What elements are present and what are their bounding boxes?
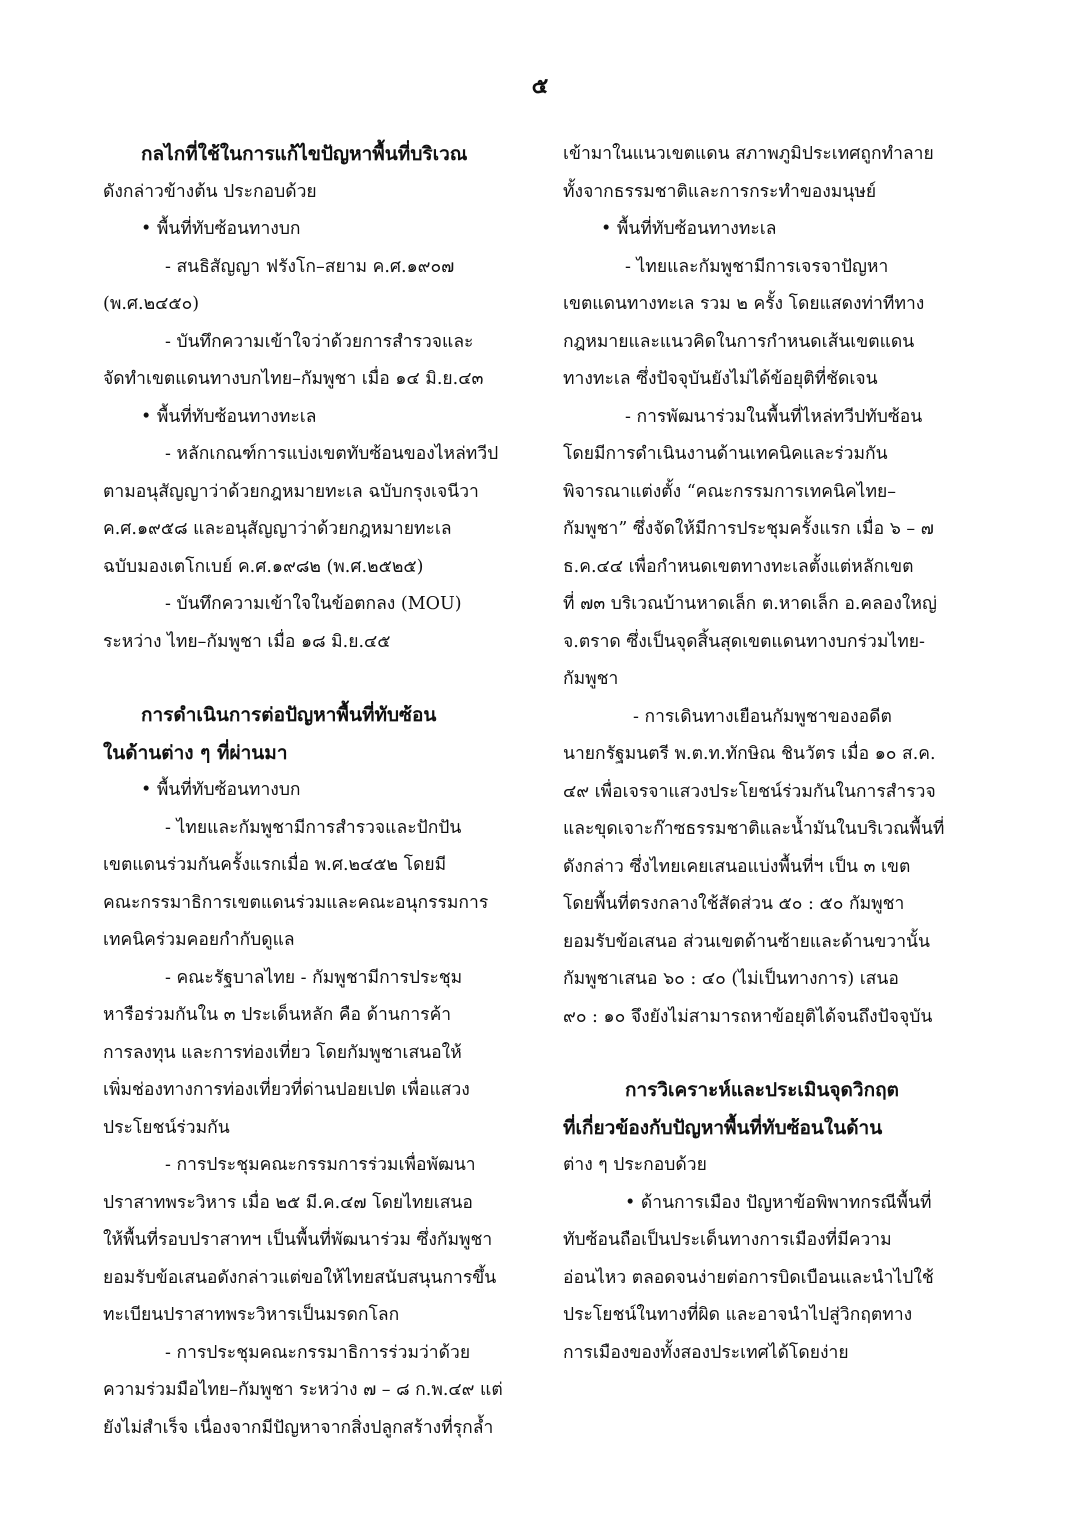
text-line: หารือร่วมกันใน ๓ ประเด็นหลัก คือ ด้านการค้า bbox=[103, 1005, 452, 1025]
text-line: ตามอนุสัญญาว่าด้วยกฎหมายทะเล ฉบับกรุงเจนีวา bbox=[103, 481, 479, 502]
text-line: กัมพูชาเสนอ ๖๐ : ๔๐ (ไม่เป็นทางการ) เสนอ bbox=[563, 969, 899, 989]
text-line: ทะเบียนปราสาทพระวิหารเป็นมรดกโลก bbox=[103, 1305, 400, 1325]
bullet-item: • พื้นที่ทับซ้อนทางทะเล bbox=[601, 219, 777, 239]
text-line: ปราสาทพระวิหาร เมื่อ ๒๕ มี.ค.๔๗ โดยไทยเสนอ bbox=[103, 1192, 473, 1213]
text-line: กัมพูชา bbox=[563, 669, 619, 689]
text-line: ธ.ค.๔๔ เพื่อกำหนดเขตทางทะเลตั้งแต่หลักเขต bbox=[563, 556, 914, 577]
text-line: ๔๙ เพื่อเจรจาแสวงประโยชน์ร่วมกันในการสำรวจ bbox=[563, 781, 936, 802]
text-line: นายกรัฐมนตรี พ.ต.ท.ทักษิณ ชินวัตร เมื่อ ๑๐ ส.ค. bbox=[563, 744, 936, 764]
text-line: ๙๐ : ๑๐ จึงยังไม่สามารถหาข้อยุติได้จนถึงปัจจุบัน bbox=[563, 1006, 933, 1027]
text-line: ต่าง ๆ ประกอบด้วย bbox=[563, 1155, 707, 1175]
bullet-item: • พื้นที่ทับซ้อนทางบก bbox=[141, 780, 301, 800]
sub-item: - หลักเกณฑ์การแบ่งเขตทับซ้อนของไหล่ทวีป bbox=[165, 444, 499, 464]
text-line: เพิ่มช่องทางการท่องเที่ยวที่ด่านปอยเปต เพื่อแสวง bbox=[103, 1080, 470, 1100]
section-heading: การดำเนินการต่อปัญหาพื้นที่ทับซ้อน bbox=[141, 704, 437, 726]
text-line: ฉบับมองเตโกเบย์ ค.ศ.๑๙๘๒ (พ.ศ.๒๕๒๕) bbox=[103, 556, 424, 577]
sub-item: - คณะรัฐบาลไทย - กัมพูชามีการประชุม bbox=[165, 967, 463, 988]
text-line: ให้พื้นที่รอบปราสาทฯ เป็นพื้นที่พัฒนาร่วม ซึ่งกัมพูชา bbox=[103, 1230, 493, 1250]
text-line: ทางทะเล ซึ่งปัจจุบันยังไม่ได้ข้อยุติที่ชัดเจน bbox=[563, 369, 878, 389]
text-line: คณะกรรมาธิการเขตแดนร่วมและคณะอนุกรรมการ bbox=[103, 892, 489, 913]
sub-item: - การเดินทางเยือนกัมพูชาของอดีต bbox=[633, 706, 892, 727]
text-line: ประโยชน์ในทางที่ผิด และอาจนำไปสู่วิกฤตทาง bbox=[563, 1305, 913, 1325]
text-line: ระหว่าง ไทย–กัมพูชา เมื่อ ๑๘ มิ.ย.๔๕ bbox=[103, 631, 391, 652]
text-line: การเมืองของทั้งสองประเทศได้โดยง่าย bbox=[563, 1342, 849, 1363]
sub-item: - การประชุมคณะกรรมการร่วมเพื่อพัฒนา bbox=[165, 1155, 476, 1175]
text-line: จัดทำเขตแดนทางบกไทย–กัมพูชา เมื่อ ๑๔ มิ.ย.๔๓ bbox=[103, 369, 484, 389]
text-line: ค.ศ.๑๙๕๘ และอนุสัญญาว่าด้วยกฎหมายทะเล bbox=[103, 519, 452, 539]
text-line: การลงทุน และการท่องเที่ยว โดยกัมพูชาเสนอให้ bbox=[103, 1042, 462, 1063]
text-line: ความร่วมมือไทย–กัมพูชา ระหว่าง ๗ – ๘ ก.พ.๔๙ แต่ bbox=[103, 1380, 503, 1400]
text-line: จ.ตราด ซึ่งเป็นจุดสิ้นสุดเขตแดนทางบกร่วมไทย- bbox=[563, 631, 925, 652]
section-heading-cont: ที่เกี่ยวข้องกับปัญหาพื้นที่ทับซ้อนในด้าน bbox=[563, 1116, 883, 1139]
text-line: ทั้งจากธรรมชาติและการกระทำของมนุษย์ bbox=[563, 181, 877, 202]
text-line: ยอมรับข้อเสนอดังกล่าวแต่ขอให้ไทยสนับสนุนการขึ้น bbox=[103, 1267, 497, 1288]
bullet-item: • พื้นที่ทับซ้อนทางบก bbox=[141, 219, 301, 239]
sub-item: - สนธิสัญญา ฟรังโก–สยาม ค.ศ.๑๙๐๗ bbox=[165, 256, 455, 277]
text-line: เข้ามาในแนวเขตแดน สภาพภูมิประเทศถูกทำลาย bbox=[563, 144, 934, 164]
bullet-item: • ด้านการเมือง ปัญหาข้อพิพาทกรณีพื้นที่ bbox=[625, 1192, 932, 1213]
sub-item: - การพัฒนาร่วมในพื้นที่ไหล่ทวีปทับซ้อน bbox=[625, 406, 923, 427]
section-heading-cont: ในด้านต่าง ๆ ที่ผ่านมา bbox=[103, 741, 288, 764]
text-line: ดังกล่าว ซึ่งไทยเคยเสนอแบ่งพื้นที่ฯ เป็น ๓ เขต bbox=[563, 856, 911, 877]
text-line: ประโยชน์ร่วมกัน bbox=[103, 1117, 230, 1138]
left-column bbox=[103, 136, 521, 1447]
text-line: อ่อนไหว ตลอดจนง่ายต่อการบิดเบือนและนำไปใช้ bbox=[563, 1267, 934, 1288]
text-line: เทคนิคร่วมคอยกำกับดูแล bbox=[103, 930, 295, 950]
sub-item: - บันทึกความเข้าใจในข้อตกลง (MOU) bbox=[165, 594, 462, 614]
text-line: ยังไม่สำเร็จ เนื่องจากมีปัญหาจากสิ่งปลูกสร้างที่รุกล้ำ bbox=[103, 1417, 494, 1438]
text-line: กฎหมายและแนวคิดในการกำหนดเส้นเขตแดน bbox=[563, 331, 915, 352]
text-line: ทับซ้อนถือเป็นประเด็นทางการเมืองที่มีความ bbox=[563, 1230, 892, 1250]
sub-item: - บันทึกความเข้าใจว่าด้วยการสำรวจและ bbox=[165, 331, 474, 352]
section-heading: การวิเคราะห์และประเมินจุดวิกฤต bbox=[625, 1079, 899, 1101]
text-line: โดยมีการดำเนินงานด้านเทคนิคและร่วมกัน bbox=[563, 444, 888, 464]
bullet-item: • พื้นที่ทับซ้อนทางทะเล bbox=[141, 406, 317, 427]
text-line: ยอมรับข้อเสนอ ส่วนเขตด้านซ้ายและด้านขวานั้น bbox=[563, 931, 930, 952]
text-line: เขตแดนทางทะเล รวม ๒ ครั้ง โดยแสดงท่าทีทาง bbox=[563, 294, 925, 314]
text-line: (พ.ศ.๒๔๕๐) bbox=[103, 294, 200, 314]
text-line: พิจารณาแต่งตั้ง “คณะกรรมการเทคนิคไทย– bbox=[563, 481, 897, 502]
right-column bbox=[563, 136, 968, 1372]
sub-item: - การประชุมคณะกรรมาธิการร่วมว่าด้วย bbox=[165, 1342, 471, 1363]
section-heading: กลไกที่ใช้ในการแก้ไขปัญหาพื้นที่บริเวณ bbox=[141, 143, 468, 165]
text-line: และขุดเจาะก๊าซธรรมชาติและน้ำมันในบริเวณพื้นที่ bbox=[563, 819, 945, 839]
sub-item: - ไทยและกัมพูชามีการสำรวจและปักปัน bbox=[165, 817, 462, 838]
section-heading-cont: ดังกล่าวข้างต้น ประกอบด้วย bbox=[103, 181, 317, 202]
text-line: กัมพูชา” ซึ่งจัดให้มีการประชุมครั้งแรก เมื่อ ๖ – ๗ bbox=[563, 519, 934, 539]
text-line: โดยพื้นที่ตรงกลางใช้สัดส่วน ๕๐ : ๕๐ กัมพูชา bbox=[563, 894, 905, 914]
text-line: เขตแดนร่วมกันครั้งแรกเมื่อ พ.ศ.๒๔๕๒ โดยมี bbox=[103, 855, 447, 875]
text-line: ที่ ๗๓ บริเวณบ้านหาดเล็ก ต.หาดเล็ก อ.คลองใหญ่ bbox=[563, 594, 937, 614]
page-number: ๕ bbox=[531, 73, 549, 99]
sub-item: - ไทยและกัมพูชามีการเจรจาปัญหา bbox=[625, 256, 889, 277]
